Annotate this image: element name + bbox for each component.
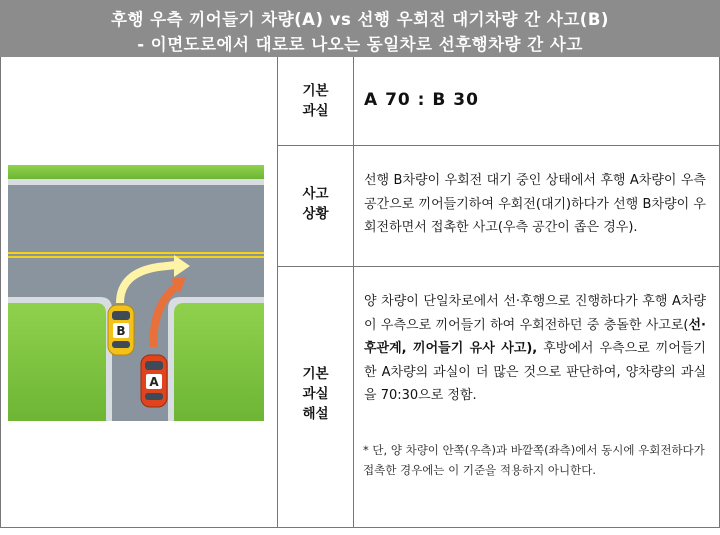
basic-fault-label: 기본 과실 xyxy=(302,83,329,119)
row-divider-1 xyxy=(277,145,719,146)
header-title: 후행 우측 끼어들기 차량(A) vs 선행 우회전 대기차량 간 사고(B) xyxy=(111,10,609,29)
car-a-label: A xyxy=(149,375,159,389)
intersection-illustration xyxy=(8,165,264,421)
row-divider-2 xyxy=(277,266,719,267)
page-header xyxy=(0,0,720,57)
car-b-label: B xyxy=(116,324,126,338)
header-subtitle: - 이면도로에서 대로로 나오는 동일차로 선후행차량 간 사고 xyxy=(137,35,583,54)
grass-right xyxy=(174,303,264,421)
grass-left xyxy=(8,303,106,421)
curb-top xyxy=(8,179,264,185)
fault-ratio: A 70 : B 30 xyxy=(364,90,479,110)
column-divider-1 xyxy=(277,57,278,527)
grass-top xyxy=(8,165,264,179)
situation-text: 선행 B차량이 우회전 대기 중인 상태에서 후행 A차량이 우측 공간으로 끼어들기하여 우회전(대기)하다가 선행 B차량이 우회전하면서 접촉한 사고(우측 공간이 좁은 경우). xyxy=(364,173,706,235)
commentary-label: 기본 과실 해설 xyxy=(302,366,329,422)
accident-diagram xyxy=(8,165,264,421)
situation-label: 사고 상황 xyxy=(302,186,329,222)
commentary-highlight: 선·후관계, 끼어들기 유사 사고), xyxy=(364,317,706,356)
column-divider-2 xyxy=(353,57,354,527)
commentary-note: * 단, 양 차량이 안쪽(우측)과 바깥쪽(좌측)에서 동시에 우회전하다가 접촉한 경우에는 이 기준을 적용하지 아니한다. xyxy=(363,443,705,477)
commentary-text: 양 차량이 단일차로에서 선·후행으로 진행하다가 후행 A차량이 우측으로 끼어들기 하여 우회전하던 중 충돌한 사고로(선·후관계, 끼어들기 유사 사고), 후방에서 우측으로 끼어들기한 A차량의 과실이 더 많은 것으로 판단하여, 양차량의 과실을 70:30으로 정함. xyxy=(364,294,706,403)
